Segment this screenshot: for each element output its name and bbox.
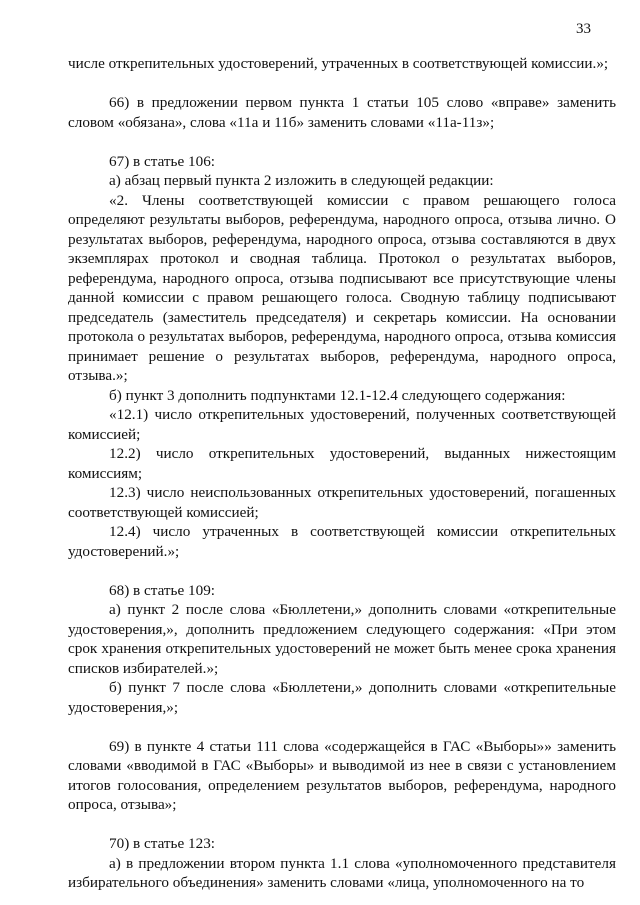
paragraph-item-66: 66) в предложении первом пункта 1 статьи 105 слово «вправе» заменить словом «обязана», слова «11а и 11б» заменить словами «11а-11з»; [68, 94, 616, 131]
paragraph-subitem-12-2: 12.2) число открепительных удостоверений, выданных нижестоящим комиссиям; [68, 445, 616, 482]
paragraph-subitem-12-4: 12.4) число утраченных в соответствующей комиссии открепительных удостоверений.»; [68, 523, 616, 560]
paragraph-item-67: 67) в статье 106: [109, 152, 216, 170]
paragraph-item-68-a: а) пункт 2 после слова «Бюллетени,» дополнить словами «открепительные удостоверения,», дополнить предложением следующего содержания: «При этом срок хранения открепительных удостоверений не может быть менее срока хранения списков избирателей.»; [68, 601, 616, 677]
paragraph-quoted-clause-2: «2. Члены соответствующей комиссии с правом решающего голоса определяют результаты выборов, референдума, народного опроса, отзыва лично. О результатах выборов, референдума, народного опроса, отзыва составляются в двух экземплярах протокол и сводная таблица. Протокол о результатах выборов, референдума, народного опроса, отзыва подписывают все присутствующие члены данной комиссии с правом решающего голоса. Сводную таблицу подписывают председатель (заместитель председателя) и секретарь комиссии. На основании протокола о результатах выборов, референдума, народного опроса, отзыва комиссия принимает решение о результатах выборов, референдума, народного опроса, отзыва.»; [68, 191, 616, 384]
paragraph-item-67-b: б) пункт 3 дополнить подпунктами 12.1-12.4 следующего содержания: [109, 386, 566, 404]
paragraph-item-68-b: б) пункт 7 после слова «Бюллетени,» дополнить словами «открепительные удостоверения,»; [68, 679, 616, 716]
paragraph-item-69: 69) в пункте 4 статьи 111 слова «содержащейся в ГАС «Выборы»» заменить словами «вводимой в ГАС «Выборы» и выводимой из нее в связи с установлением итогов голосования, определением результатов выборов, референдума, народного опроса, отзыва»; [68, 737, 616, 813]
paragraph-item-68: 68) в статье 109: [109, 581, 216, 599]
paragraph-subitem-12-1: «12.1) число открепительных удостоверений, полученных соответствующей комиссией; [68, 406, 616, 443]
paragraph-subitem-12-3: 12.3) число неиспользованных открепительных удостоверений, погашенных соответствующей комиссией; [68, 484, 616, 521]
page-number: 33 [576, 21, 591, 37]
paragraph-item-70: 70) в статье 123: [109, 835, 216, 852]
paragraph-item-67-a: а) абзац первый пункта 2 изложить в следующей редакции: [109, 172, 494, 189]
document-body [68, 54, 616, 893]
paragraph-continuation: числе открепительных удостоверений, утраченных в соответствующей комиссии.»; [68, 55, 609, 72]
paragraph-item-70-a: а) в предложении втором пункта 1.1 слова «уполномоченного представителя избирательного объединения» заменить словами «лица, уполномоченного на то [68, 854, 616, 891]
